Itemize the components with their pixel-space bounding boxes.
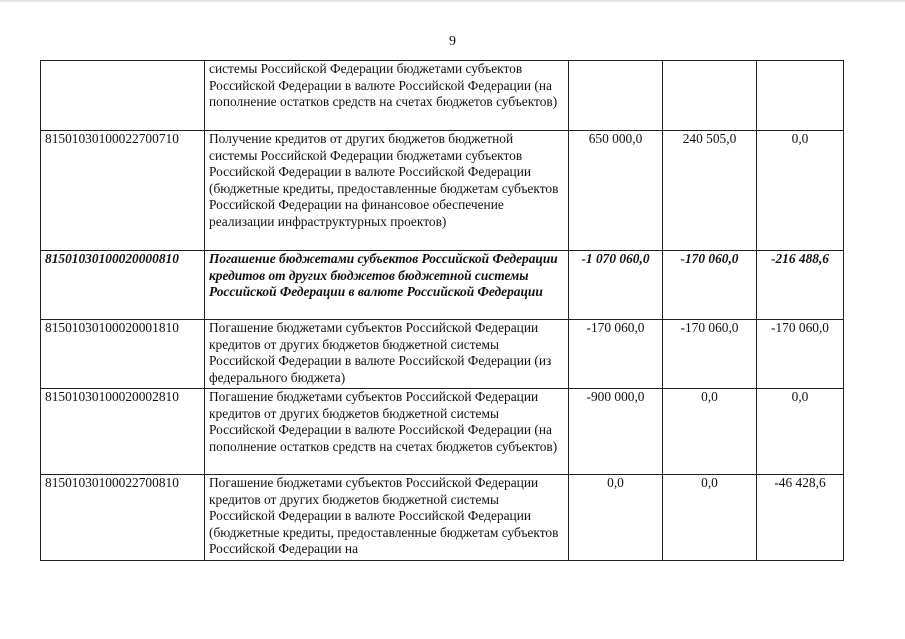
budget-code xyxy=(41,61,205,131)
row-description: Погашение бюджетами субъектов Российской Федерации кредитов от других бюджетов бюджетной системы Российской Федерации в валюте Российской Федерации xyxy=(205,251,569,320)
value-year-3: 0,0 xyxy=(757,131,844,251)
value-year-2: -170 060,0 xyxy=(663,251,757,320)
page-number: 9 xyxy=(449,34,456,49)
table-row xyxy=(41,389,844,475)
value-year-1: 650 000,0 xyxy=(569,131,663,251)
table-row xyxy=(41,131,844,251)
value-year-2: 240 505,0 xyxy=(663,131,757,251)
value-year-3: -46 428,6 xyxy=(757,475,844,561)
value-year-2: -170 060,0 xyxy=(663,320,757,389)
row-description: Погашение бюджетами субъектов Российской Федерации кредитов от других бюджетов бюджетной системы Российской Федерации в валюте Российской Федерации (из федерального бюджета) xyxy=(205,320,569,389)
row-description: Погашение бюджетами субъектов Российской Федерации кредитов от других бюджетов бюджетной системы Российской Федерации в валюте Российской Федерации (на пополнение остатков средств на счетах бюджетов субъектов) xyxy=(205,389,569,475)
row-description: Погашение бюджетами субъектов Российской Федерации кредитов от других бюджетов бюджетной системы Российской Федерации в валюте Российской Федерации (бюджетные кредиты, предоставленные бюджетам субъектов Российской Федерации на xyxy=(205,475,569,561)
budget-code: 81501030100022700710 xyxy=(41,131,205,251)
value-year-1: -1 070 060,0 xyxy=(569,251,663,320)
table-row xyxy=(41,320,844,389)
budget-code: 81501030100020000810 xyxy=(41,251,205,320)
value-year-1 xyxy=(569,61,663,131)
table-row xyxy=(41,61,844,131)
budget-code: 81501030100020002810 xyxy=(41,389,205,475)
value-year-3: 0,0 xyxy=(757,389,844,475)
table-row-total xyxy=(41,251,844,320)
value-year-3 xyxy=(757,61,844,131)
table-row xyxy=(41,475,844,561)
value-year-3: -216 488,6 xyxy=(757,251,844,320)
budget-code: 81501030100022700810 xyxy=(41,475,205,561)
value-year-2: 0,0 xyxy=(663,475,757,561)
budget-table xyxy=(40,60,844,561)
value-year-1: -170 060,0 xyxy=(569,320,663,389)
budget-code: 81501030100020001810 xyxy=(41,320,205,389)
row-description: Получение кредитов от других бюджетов бюджетной системы Российской Федерации бюджетами субъектов Российской Федерации в валюте Российской Федерации (бюджетные кредиты, предоставленные бюджетам субъектов Российской Федерации на финансовое обеспечение реализации инфраструктурных проектов) xyxy=(205,131,569,251)
scan-edge xyxy=(0,0,905,3)
value-year-3: -170 060,0 xyxy=(757,320,844,389)
value-year-2: 0,0 xyxy=(663,389,757,475)
value-year-2 xyxy=(663,61,757,131)
row-description: системы Российской Федерации бюджетами субъектов Российской Федерации в валюте Российской Федерации (на пополнение остатков средств на счетах бюджетов субъектов) xyxy=(205,61,569,131)
value-year-1: 0,0 xyxy=(569,475,663,561)
value-year-1: -900 000,0 xyxy=(569,389,663,475)
